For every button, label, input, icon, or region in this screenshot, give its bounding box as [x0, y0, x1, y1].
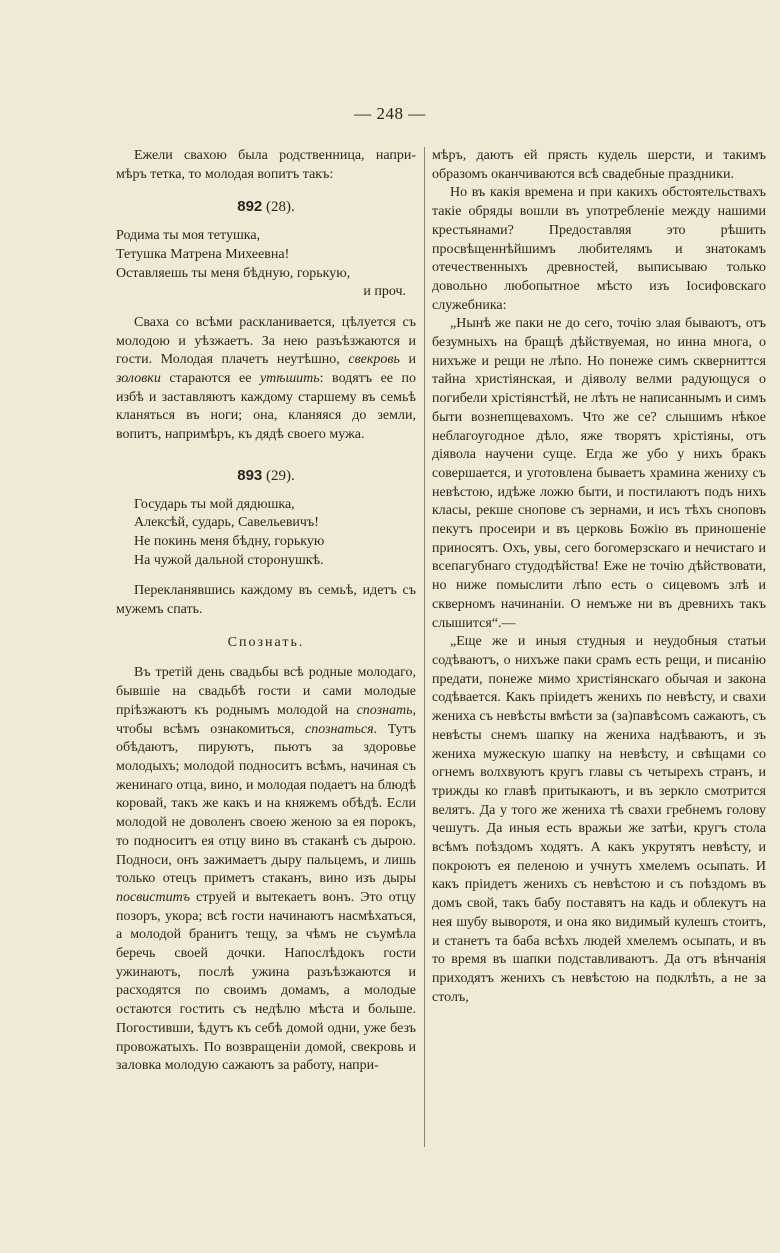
paragraph-continuation: мѣръ, даютъ ей прясть кудель шерсти, и такимъ образомъ оканчиваются всѣ свадебные праздники.	[432, 148, 766, 182]
verse-line: Родима ты моя тетушка,	[116, 228, 261, 244]
verse-line: На чужой дальной сторонушкѣ.	[134, 552, 324, 568]
song-number-main: 893	[237, 466, 263, 484]
paragraph-spoznat	[116, 664, 416, 1075]
verse-line: Не покинь меня бѣдну, горькую	[134, 533, 325, 549]
text-run: струей и вытекаетъ вонъ. Это отцу позоръ, укора; всѣ гости начинаютъ насмѣхаться, а молодой бранитъ тещу, за чѣмъ не съумѣла беречь своей дочки. Напослѣдокъ гости ужинаютъ, послѣ ужина разъѣзжаются и расходятся по своимъ домамъ, а молодые остаются гостить съ недѣлю мѣста и больше. Погостивши, ѣдутъ къ себѣ домой одни, уже безъ провожатыхъ. По возвращеніи домой, свекровь и заловка молодую сажаютъ за работу, напри-	[116, 889, 416, 1074]
page-number: — 248 —	[354, 104, 426, 123]
song-number-sub: (28).	[262, 199, 295, 216]
paragraph-quote-2: „Еще же и иныя студныя и неудобныя статьи содѣваютъ, о нихъже паки срамъ есть рещи, и писанію предати, понеже мимо христіянскаго обычая и закона содѣвается. Какъ пріидетъ женихъ по невѣсту, и свахи жениха съ невѣсты вмѣсти за (за)павѣсомъ сажаютъ, съ невѣсты снемъ шапку на жениха надѣваютъ, и зъ жениха мужескую шапку на невѣсту, и свѣщами со огнемъ волхвуютъ кругъ главы съ четырехъ странъ, и трижды ко главѣ притыкаютъ, и въ зеркло смотрится велятъ. Да у того же жениха тѣ свахи гребнемъ голову чешутъ. Да иныя есть вражьи же затѣи, кругъ стола всѣмъ поѣздомъ ходятъ. А какъ укрутятъ невѣсту, и покроютъ ея пеленою и учнутъ хмелемъ осыпать. И какъ пріидетъ женихъ съ невѣстою и съ поѣздомъ въ домъ свой, такъ бабу поставятъ на кадь и облекутъ на нея шубу выворотя, и она яко видимый кулешъ стоитъ, и станетъ та баба всѣхъ людей хмелемъ осыпать, и въ то время въ шапки подставливаютъ. Да отъ вѣнчанія приходятъ женихъ съ невѣстою на подклѣть, а не за столъ,	[432, 634, 766, 1005]
left-column	[116, 147, 416, 1076]
verse-line: Оставляешь ты меня бѣдную, горькую,	[116, 265, 351, 281]
text-run: и	[399, 352, 416, 368]
text-run: : водятъ ее по избѣ и заставляютъ каждому старшему въ семьѣ кланяться въ ноги; она, кланяяся до земли, вопитъ, напримѣръ, къ дядѣ своего мужа.	[116, 371, 417, 443]
verse-line: Алексѣй, сударь, Савельевичъ!	[134, 515, 319, 531]
italic-term: посвиститъ	[116, 889, 190, 905]
italic-term: спознать	[356, 702, 413, 718]
italic-term: свекровь	[348, 352, 400, 368]
right-column	[432, 147, 766, 1007]
italic-term: утѣшить	[259, 371, 320, 387]
song-number-sub: (29).	[262, 467, 295, 484]
song-893-verse	[116, 496, 416, 571]
song-number-892	[116, 198, 416, 217]
text-run: Сваха со всѣми раскланивается, цѣлуется съ молодою и уѣзжаетъ. За нею разъѣзжаются и гости. Молодая плачетъ неутѣшно,	[116, 314, 416, 368]
italic-term: золовки	[116, 371, 161, 387]
verse-line: Государь ты мой дядюшка,	[134, 496, 295, 512]
intro-line-a: Ежели свахою была родственница, напри-	[134, 148, 416, 163]
paragraph-quote-1: „Нынѣ же паки не до сего, точію злая бываютъ, отъ безумныхъ на бращѣ дѣйствуемая, но инна многа, о нихъже и рещи не лѣпо. Но понеже симъ скверниттся тайна христіянская, и діяволу велми радующуся о погибели хрістіянстѣй, не лѣть не написаннымъ и симъ быти вознепщевахомъ. Что же се? слышимъ нѣкое неблагоугодное дѣло, яже творятъ хрістіяны, отъ діявола научени суще. Егда же убо у нихъ бракъ совершается, и уготовлена бываетъ храмина жениху съ невѣстою, идѣже ложю быти, и постилаютъ подъ нихъ класы, рекше снопове съ зернами, и исъ тѣхъ сноповъ пекутъ просеири и въ церковь Божію въ приношеніе приносятъ. Охъ, увы, сего богомерзскаго и нечистаго и всепагубнаго студодѣйства! Еже не точію дѣйствовати, но ниже помыслити лѣпо есть о сицевомъ злѣ и скверномъ начинаніи. О немъже ни въ древнихъ такъ слышится“.—	[432, 316, 766, 631]
paragraph-question: Но въ какія времена и при какихъ обстоятельствахъ такіе обряды вошли въ употребленіе между нашими крестьянами? Предоставляя это рѣшить просвѣщеннѣйшимъ любителямъ и знатокамъ отечественныхъ древностей, выписываю только довольно любопытное мѣсто изъ Іосифовскаго служебника:	[432, 185, 766, 313]
song-number-main: 892	[237, 198, 263, 216]
section-title: Спознать.	[227, 634, 305, 650]
song-number-893	[116, 467, 416, 486]
column-divider	[424, 147, 425, 1147]
verse-line: Тетушка Матрена Михеевна!	[116, 246, 290, 262]
text-run: стараются ее	[160, 371, 260, 387]
text-run: , чтобы всѣмъ ознакомиться,	[116, 702, 416, 737]
intro-line-b: мѣръ тетка, то молодая вопитъ такъ:	[116, 166, 334, 182]
intro-paragraph	[116, 147, 416, 184]
verse-ending: и проч.	[363, 284, 406, 300]
text-run: . Тутъ обѣдаютъ, пируютъ, пьютъ за здоровье молодыхъ; молодой подноситъ всѣмъ, начиная съ женинаго отца, вино, и молодая подаетъ на блюдѣ коровай, такъ же какъ и на княжемъ обѣдѣ. Если молодой не доволенъ своею женою за ея порокъ, то подноситъ ея отцу вино въ стаканѣ съ дырою. Подноси, онъ зажимаетъ дыру пальцемъ, и лишь только отецъ приметъ стаканъ, вино изъ дыры	[116, 721, 416, 887]
song-892-verse	[116, 227, 416, 302]
text-run: Въ третій день свадьбы всѣ родные молодаго, бывшіе на свадьбѣ гости и сами молодые пріѣзжаютъ къ роднымъ молодой на	[116, 665, 416, 718]
italic-term: спознаться	[304, 721, 374, 737]
paragraph-perеклан: Перекланявшись каждому въ семьѣ, идетъ съ мужемъ спать.	[116, 583, 416, 618]
paragraph-sваха	[116, 314, 416, 445]
